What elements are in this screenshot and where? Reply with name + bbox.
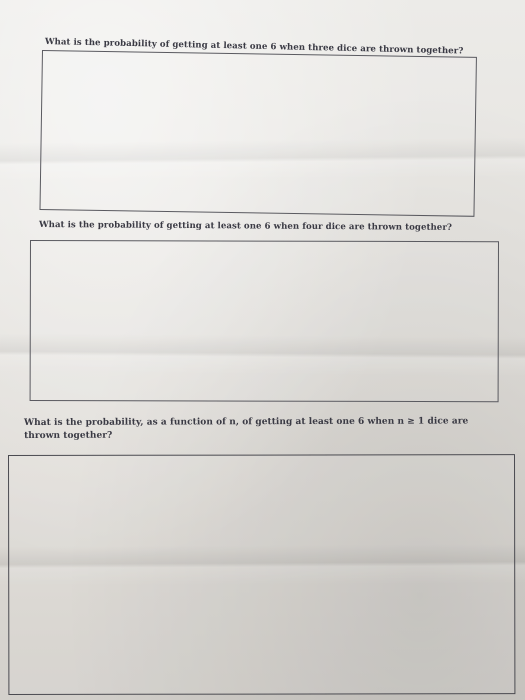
answer-box-2[interactable]: [30, 240, 499, 402]
question-3-text: What is the probability, as a function of n, of getting at least one 6 when n ≥ 1 dice are thrown together?: [24, 416, 469, 441]
question-1-text: What is the probability of getting at least one 6 when three dice are thrown together?: [44, 36, 464, 57]
question-2-text: What is the probability of getting at least one 6 when four dice are thrown together?: [38, 219, 453, 233]
answer-box-3[interactable]: [8, 454, 515, 695]
answer-box-1[interactable]: [39, 50, 476, 217]
